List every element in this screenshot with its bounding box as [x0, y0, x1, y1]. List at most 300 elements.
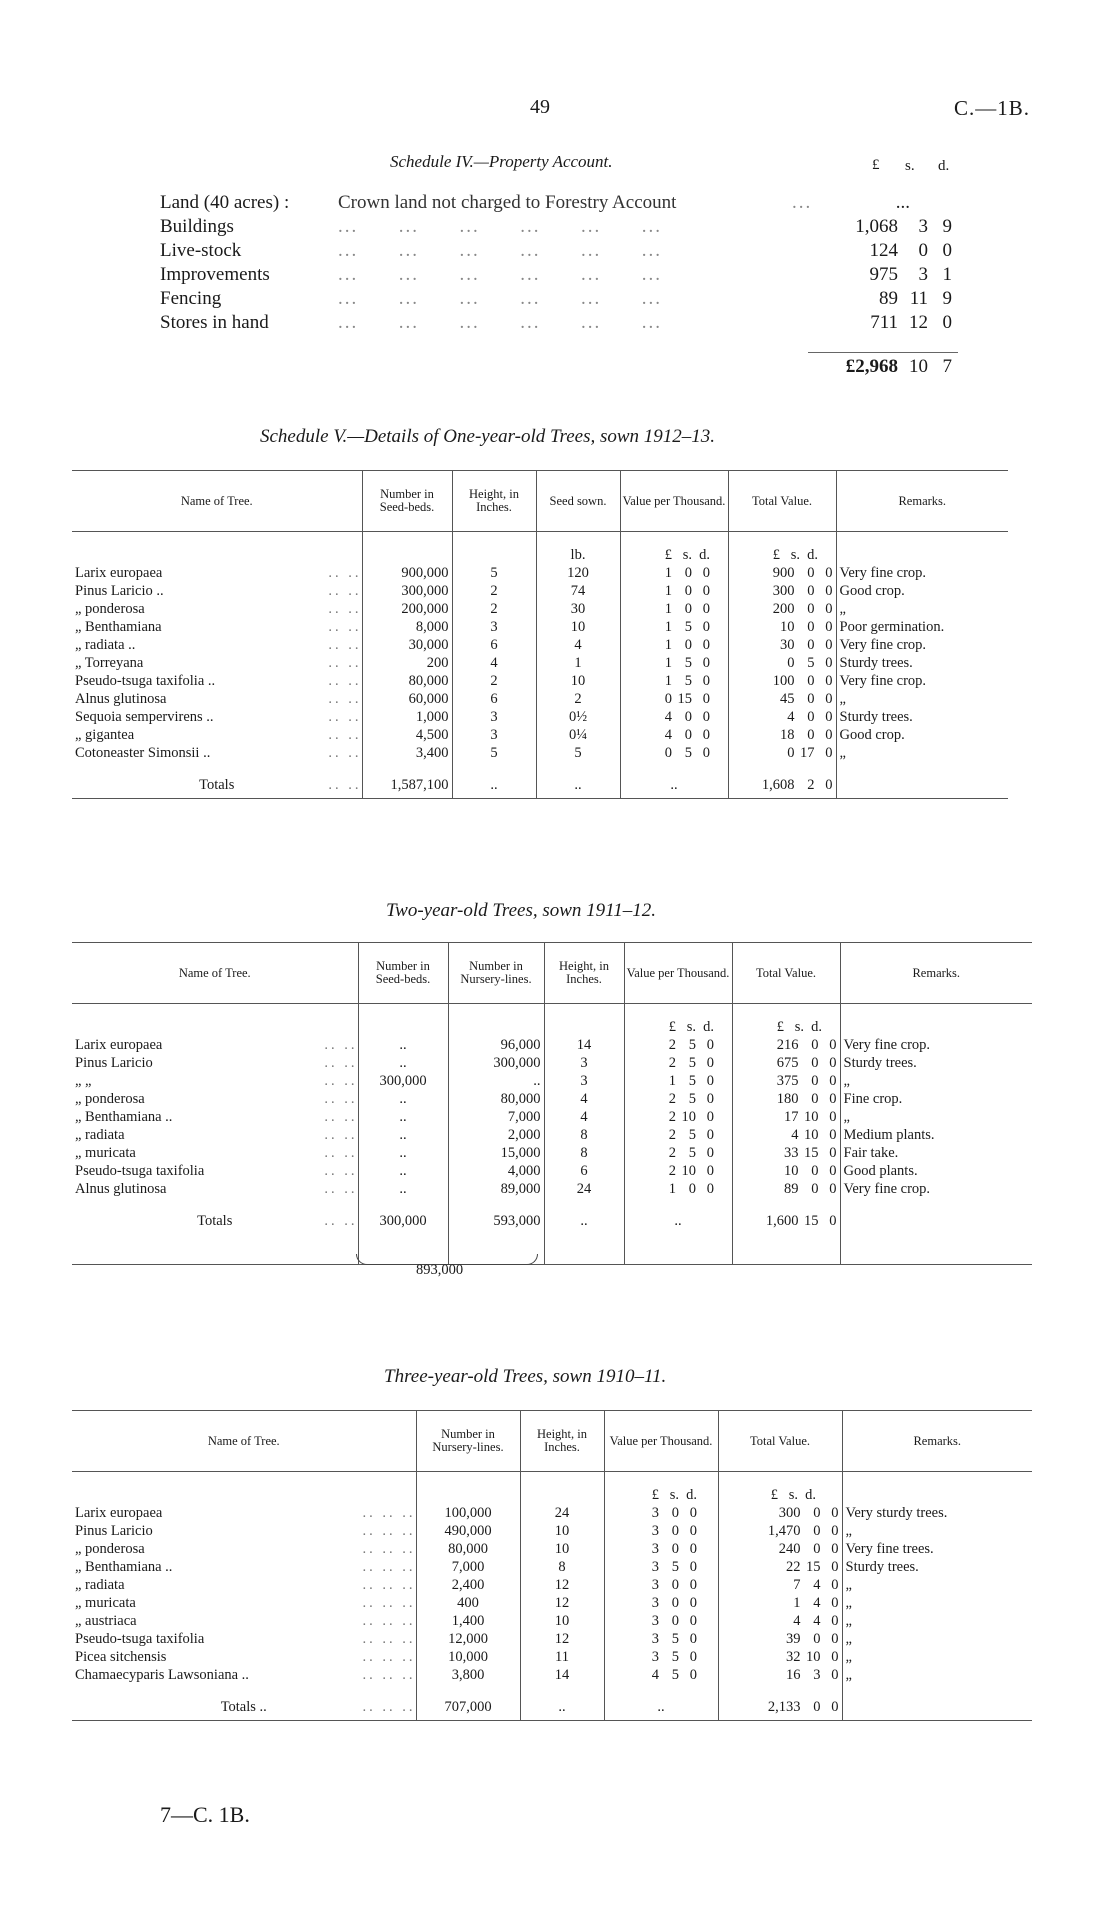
value-per-thousand-part: 2 [668, 1055, 676, 1071]
value-per-thousand-part: 4 [664, 709, 672, 725]
undefined [842, 1684, 1032, 1721]
total-value [718, 1576, 842, 1594]
value-per-thousand-part: 0 [689, 1631, 697, 1647]
total-value-part: 216 [776, 1037, 799, 1053]
undefined [544, 1004, 624, 1037]
undefined [362, 532, 452, 565]
remarks: Sturdy trees. [840, 1054, 1032, 1072]
total-value-part: 240 [778, 1541, 801, 1557]
total-value [732, 1144, 840, 1162]
height: 11 [520, 1648, 604, 1666]
total-value-part: 0 [831, 1595, 839, 1611]
column-header: Value per Thousand. [620, 471, 728, 532]
remarks: Sturdy trees. [836, 708, 1008, 726]
pounds-header: £ [872, 157, 880, 173]
total-value-part: 0 [807, 709, 815, 725]
column-header: Number in Seed-beds. [358, 943, 448, 1004]
table-row [72, 618, 1008, 636]
tree-name: Pinus Laricio [75, 1055, 153, 1071]
number-nursery-lines: 300,000 [448, 1054, 544, 1072]
table-row [72, 1162, 1032, 1180]
value-per-thousand-part: 2 [668, 1037, 676, 1053]
remarks: Good plants. [840, 1162, 1032, 1180]
total-value-part: 0 [807, 583, 815, 599]
number-nursery-lines: 490,000 [416, 1522, 520, 1540]
number-nursery-lines: 12,000 [416, 1630, 520, 1648]
value-per-thousand-part: 0 [684, 727, 692, 743]
table-row [72, 672, 1008, 690]
totals-row [72, 762, 1008, 799]
remarks: Medium plants. [840, 1126, 1032, 1144]
value-per-thousand-part: 0 [702, 709, 710, 725]
tree-name-cell: Picea sitchensis .. .. .. [75, 1649, 416, 1665]
value-per-thousand-part: 3 [651, 1523, 659, 1539]
number-seed-beds: .. [358, 1090, 448, 1108]
number-seed-beds: .. [358, 1162, 448, 1180]
property-shillings: 12 [909, 312, 928, 333]
column-header: Height, in Inches. [544, 943, 624, 1004]
total-value-part: 0 [811, 1163, 819, 1179]
height: 5 [452, 744, 536, 762]
table-row [72, 1540, 1032, 1558]
height: 12 [520, 1594, 604, 1612]
total-value-part: 18 [780, 727, 795, 743]
height: 12 [520, 1576, 604, 1594]
table-row [72, 1612, 1032, 1630]
seed-sown: 5 [536, 744, 620, 762]
height: 5 [452, 564, 536, 582]
table-row [72, 690, 1008, 708]
value-per-thousand-part: 5 [684, 655, 692, 671]
column-header: Seed sown. [536, 471, 620, 532]
total-value [718, 1612, 842, 1630]
property-total-pounds: £2,968 [845, 356, 898, 377]
unit-total-part: d. [805, 1487, 816, 1503]
value-per-thousand-part: 5 [688, 1127, 696, 1143]
value-per-thousand [620, 636, 728, 654]
total-value-part: 15 [806, 1559, 821, 1575]
unit-total-part: £ [776, 1019, 784, 1035]
total-value-part: 5 [807, 655, 815, 671]
value-per-thousand-part: 5 [688, 1073, 696, 1089]
value-per-thousand [604, 1522, 718, 1540]
page-number: 49 [530, 96, 550, 118]
tree-name-cell: „ Benthamiana .. .. .. [75, 1109, 358, 1125]
total-value-part: 45 [780, 691, 795, 707]
undefined [72, 1472, 416, 1505]
totals-total-part: 1,600 [765, 1213, 799, 1229]
total-value-part: 0 [825, 637, 833, 653]
value-per-thousand-part: 0 [671, 1595, 679, 1611]
table-row [72, 744, 1008, 762]
undefined [840, 1198, 1032, 1234]
value-per-thousand-part: 3 [651, 1631, 659, 1647]
tree-name-cell: „ austriaca .. .. .. [75, 1613, 416, 1629]
total-value-part: 0 [811, 1091, 819, 1107]
value-per-thousand-part: 5 [671, 1667, 679, 1683]
unit-value-part: £ [668, 1019, 676, 1035]
total-value-part: 17 [800, 745, 815, 761]
table-row [72, 582, 1008, 600]
seed-sown: 120 [536, 564, 620, 582]
tree-name: „ radiata [75, 1127, 125, 1143]
tree-name-cell: Pseudo-tsuga taxifolia .. .. .. [75, 673, 362, 689]
total-value [732, 1126, 840, 1144]
total-value-part: 10 [806, 1649, 821, 1665]
height: 8 [544, 1144, 624, 1162]
height: 2 [452, 582, 536, 600]
value-per-thousand-part: 3 [651, 1613, 659, 1629]
value-per-thousand-part: 0 [689, 1541, 697, 1557]
tree-name-cell: „ ponderosa .. .. [75, 1091, 358, 1107]
totals-label-cell: Totals .. .. .. .. [72, 1684, 416, 1721]
value-per-thousand-part: 5 [671, 1631, 679, 1647]
number-nursery-lines: 96,000 [448, 1036, 544, 1054]
tree-name: „ ponderosa [75, 601, 145, 617]
property-shillings: 0 [918, 240, 928, 261]
number-nursery-lines: 100,000 [416, 1504, 520, 1522]
value-per-thousand-part: 1 [664, 655, 672, 671]
tree-name: „ Benthamiana .. [75, 1109, 173, 1125]
value-per-thousand-part: 5 [671, 1559, 679, 1575]
column-header: Remarks. [840, 943, 1032, 1004]
property-row: Live-stock ... ... ... ... ... ... 124 0 0 [160, 240, 952, 261]
totals-nursery: 707,000 [416, 1684, 520, 1721]
tree-name: „ austriaca [75, 1613, 137, 1629]
value-per-thousand-part: 2 [668, 1091, 676, 1107]
undefined [840, 1004, 1032, 1037]
value-per-thousand-part: 5 [671, 1649, 679, 1665]
height: 14 [520, 1666, 604, 1684]
value-per-thousand [624, 1108, 732, 1126]
value-per-thousand-part: 10 [681, 1109, 696, 1125]
value-per-thousand-part: 2 [668, 1127, 676, 1143]
total-value-part: 0 [831, 1613, 839, 1629]
total-value-part: 89 [784, 1181, 799, 1197]
column-header: Height, in Inches. [520, 1411, 604, 1472]
seed-sown: 2 [536, 690, 620, 708]
undefined [72, 532, 362, 565]
tree-name: Larix europaea [75, 565, 163, 581]
unit-value-part: d. [686, 1487, 697, 1503]
column-header: Number in Seed-beds. [362, 471, 452, 532]
value-per-thousand-part: 4 [651, 1667, 659, 1683]
totals-seed-beds: 300,000 [358, 1198, 448, 1234]
total-value-part: 10 [804, 1109, 819, 1125]
total-value-part: 0 [811, 1037, 819, 1053]
number-seed-beds: 300,000 [362, 582, 452, 600]
tree-name: Pinus Laricio [75, 1523, 153, 1539]
total-value-part: 0 [829, 1055, 837, 1071]
number-nursery-lines: 80,000 [448, 1090, 544, 1108]
tree-name-cell: Chamaecyparis Lawsoniana .. .. .. .. [75, 1667, 416, 1683]
property-row: Fencing ... ... ... ... ... ... 89 11 9 [160, 288, 952, 309]
remarks: Good crop. [836, 582, 1008, 600]
tree-name: „ ponderosa [75, 1091, 145, 1107]
total-value-part: 0 [811, 1181, 819, 1197]
number-seed-beds: 80,000 [362, 672, 452, 690]
tree-name: Sequoia sempervirens .. [75, 709, 214, 725]
tree-name: „ ponderosa [75, 1541, 145, 1557]
total-value-part: 17 [784, 1109, 799, 1125]
total-value [728, 690, 836, 708]
number-seed-beds: 1,000 [362, 708, 452, 726]
tree-name-cell: „ muricata .. .. .. [75, 1595, 416, 1611]
column-header: Total Value. [732, 943, 840, 1004]
number-seed-beds: .. [358, 1144, 448, 1162]
value-per-thousand [604, 1576, 718, 1594]
value-per-thousand-part: 0 [671, 1505, 679, 1521]
height: 3 [452, 726, 536, 744]
table-row [72, 1036, 1032, 1054]
number-nursery-lines: 4,000 [448, 1162, 544, 1180]
height: 3 [544, 1054, 624, 1072]
total-value-part: 30 [780, 637, 795, 653]
tree-name-cell: Alnus glutinosa .. .. [75, 1181, 358, 1197]
value-per-thousand [624, 1090, 732, 1108]
totals-total-part: 0 [831, 1699, 839, 1715]
totals-total-part: 2 [807, 777, 815, 793]
unit-seed: lb. [536, 532, 620, 565]
property-shillings: 3 [918, 264, 928, 285]
value-per-thousand-part: 2 [668, 1109, 676, 1125]
unit-value-part: s. [686, 1019, 696, 1035]
unit-total-part: s. [790, 547, 800, 563]
tree-name: „ radiata [75, 1577, 125, 1593]
height: 10 [520, 1540, 604, 1558]
property-shillings: 3 [918, 216, 928, 237]
number-nursery-lines: 15,000 [448, 1144, 544, 1162]
totals-total-part: 0 [825, 777, 833, 793]
total-value-part: 375 [776, 1073, 799, 1089]
value-per-thousand-part: 5 [688, 1055, 696, 1071]
tree-name-cell: Pseudo-tsuga taxifolia .. .. .. [75, 1631, 416, 1647]
total-value-part: 0 [831, 1667, 839, 1683]
number-nursery-lines: 400 [416, 1594, 520, 1612]
tree-name: Alnus glutinosa [75, 1181, 167, 1197]
document-reference: C.—1B. [954, 96, 1031, 120]
total-value [728, 636, 836, 654]
total-value-part: 10 [784, 1163, 799, 1179]
tree-name-cell: „ Benthamiana .. .. [75, 619, 362, 635]
value-per-thousand-part: 5 [684, 745, 692, 761]
total-value-part: 0 [813, 1523, 821, 1539]
unit-value-part: s. [682, 547, 692, 563]
tree-name-cell: „ Benthamiana .. .. .. .. [75, 1559, 416, 1575]
total-value [718, 1648, 842, 1666]
value-per-thousand [620, 618, 728, 636]
value-per-thousand-part: 3 [651, 1577, 659, 1593]
height: 6 [544, 1162, 624, 1180]
remarks: „ [836, 690, 1008, 708]
property-row-land: Land (40 acres) : Crown land not charged to Forestry Account ... ... [160, 192, 910, 213]
number-seed-beds: 4,500 [362, 726, 452, 744]
number-seed-beds: .. [358, 1180, 448, 1198]
remarks: Sturdy trees. [842, 1558, 1032, 1576]
property-pounds: 711 [870, 312, 898, 333]
two-year-trees-table [72, 942, 1032, 1265]
value-per-thousand [624, 1162, 732, 1180]
tree-name-cell: „ ponderosa .. .. .. [75, 1541, 416, 1557]
tree-name: „ Torreyana [75, 655, 144, 671]
total-value [718, 1630, 842, 1648]
number-nursery-lines: 80,000 [416, 1540, 520, 1558]
table-row [72, 1558, 1032, 1576]
value-per-thousand-part: 0 [689, 1667, 697, 1683]
totals-height: .. [544, 1198, 624, 1234]
number-nursery-lines: 10,000 [416, 1648, 520, 1666]
unit-value-part: d. [703, 1019, 714, 1035]
number-nursery-lines: 89,000 [448, 1180, 544, 1198]
remarks: „ [840, 1072, 1032, 1090]
total-value [728, 600, 836, 618]
total-value-part: 0 [829, 1091, 837, 1107]
total-value [718, 1594, 842, 1612]
value-per-thousand [624, 1036, 732, 1054]
total-value [728, 564, 836, 582]
value-per-thousand-part: 1 [664, 673, 672, 689]
height: 24 [544, 1180, 624, 1198]
total-value-part: 0 [825, 727, 833, 743]
totals-number: 1,587,100 [362, 762, 452, 799]
value-per-thousand-part: 3 [651, 1505, 659, 1521]
table-row [72, 1648, 1032, 1666]
remarks: Very sturdy trees. [842, 1504, 1032, 1522]
property-label: Live-stock [160, 240, 242, 261]
tree-name-cell: Larix europaea .. .. [75, 565, 362, 581]
value-per-thousand-part: 0 [684, 565, 692, 581]
value-per-thousand-part: 0 [702, 637, 710, 653]
value-per-thousand-part: 1 [664, 583, 672, 599]
undefined [72, 1004, 358, 1037]
property-pounds: 975 [869, 264, 898, 285]
remarks: „ [842, 1612, 1032, 1630]
undefined [842, 1472, 1032, 1505]
undefined [836, 532, 1008, 565]
total-value-part: 0 [829, 1145, 837, 1161]
total-value-part: 0 [831, 1631, 839, 1647]
seed-sown: 30 [536, 600, 620, 618]
property-label: Stores in hand [160, 312, 269, 333]
number-nursery-lines: 1,400 [416, 1612, 520, 1630]
table-row [72, 708, 1008, 726]
total-value-part: 0 [813, 1541, 821, 1557]
total-value-part: 0 [813, 1631, 821, 1647]
tree-name-cell: „ gigantea .. .. [75, 727, 362, 743]
value-per-thousand-part: 0 [671, 1523, 679, 1539]
tree-name: Larix europaea [75, 1037, 163, 1053]
total-value-part: 0 [829, 1073, 837, 1089]
total-value-part: 0 [831, 1649, 839, 1665]
total-value-part: 10 [780, 619, 795, 635]
seed-sown: 4 [536, 636, 620, 654]
total-value-part: 4 [793, 1613, 801, 1629]
tree-name-cell: Cotoneaster Simonsii .. .. .. [75, 745, 362, 761]
value-per-thousand-part: 0 [689, 1649, 697, 1665]
total-value-part: 4 [813, 1595, 821, 1611]
total-value-part: 0 [831, 1559, 839, 1575]
number-seed-beds: .. [358, 1126, 448, 1144]
tree-name-cell: Pseudo-tsuga taxifolia .. .. [75, 1163, 358, 1179]
total-value-part: 0 [787, 745, 795, 761]
value-per-thousand-part: 0 [684, 709, 692, 725]
total-value-part: 0 [807, 691, 815, 707]
tree-name: „ muricata [75, 1145, 136, 1161]
total-value [732, 1180, 840, 1198]
total-value-part: 0 [829, 1127, 837, 1143]
remarks: Very fine crop. [836, 564, 1008, 582]
unit-total-part: £ [772, 547, 780, 563]
value-per-thousand-part: 1 [664, 637, 672, 653]
column-header: Name of Tree. [72, 471, 362, 532]
total-value-part: 0 [831, 1505, 839, 1521]
totals-nursery: 593,000 [448, 1198, 544, 1234]
value-per-thousand-part: 0 [702, 745, 710, 761]
total-value [728, 672, 836, 690]
one-year-trees-table [72, 470, 1008, 799]
table-row [72, 1072, 1032, 1090]
total-value-part: 300 [772, 583, 795, 599]
column-header: Remarks. [836, 471, 1008, 532]
tree-name-cell: Pinus Laricio .. .. .. [75, 583, 362, 599]
property-row: Buildings ... ... ... ... ... ... 1,068 3 9 [160, 216, 952, 237]
total-value-part: 0 [825, 691, 833, 707]
value-per-thousand-part: 0 [706, 1037, 714, 1053]
total-value [728, 744, 836, 762]
remarks: Very fine crop. [840, 1036, 1032, 1054]
tree-name-cell: Sequoia sempervirens .. .. .. [75, 709, 362, 725]
total-value [728, 618, 836, 636]
total-value [732, 1072, 840, 1090]
total-value-part: 0 [831, 1577, 839, 1593]
height: 8 [544, 1126, 624, 1144]
totals-height: .. [452, 762, 536, 799]
property-total-shillings: 10 [909, 356, 928, 377]
value-per-thousand-part: 0 [684, 637, 692, 653]
value-per-thousand-part: 0 [688, 1181, 696, 1197]
total-value-part: 1,470 [767, 1523, 801, 1539]
total-value-part: 0 [807, 637, 815, 653]
tree-name: Cotoneaster Simonsii .. [75, 745, 211, 761]
value-per-thousand-part: 5 [684, 673, 692, 689]
property-label: Improvements [160, 264, 270, 285]
total-value-part: 200 [772, 601, 795, 617]
number-seed-beds: 300,000 [358, 1072, 448, 1090]
value-per-thousand-part: 1 [664, 619, 672, 635]
total-value [728, 654, 836, 672]
tree-name: „ muricata [75, 1595, 136, 1611]
remarks: Very fine crop. [840, 1180, 1032, 1198]
totals-total-part: 15 [804, 1213, 819, 1229]
remarks: „ [840, 1108, 1032, 1126]
total-value [732, 1090, 840, 1108]
total-value-part: 7 [793, 1577, 801, 1593]
number-nursery-lines: .. [448, 1072, 544, 1090]
value-per-thousand [620, 600, 728, 618]
total-value [728, 726, 836, 744]
total-value-part: 0 [829, 1163, 837, 1179]
value-per-thousand-part: 0 [702, 673, 710, 689]
tree-name: „ gigantea [75, 727, 135, 743]
tree-name-cell: „ radiata .. .. .. [75, 1577, 416, 1593]
total-value-part: 0 [825, 673, 833, 689]
seed-sown: 0¼ [536, 726, 620, 744]
table-row [72, 600, 1008, 618]
tree-name: Pinus Laricio .. [75, 583, 164, 599]
value-per-thousand-part: 0 [702, 655, 710, 671]
number-nursery-lines: 2,000 [448, 1126, 544, 1144]
number-nursery-lines: 7,000 [448, 1108, 544, 1126]
